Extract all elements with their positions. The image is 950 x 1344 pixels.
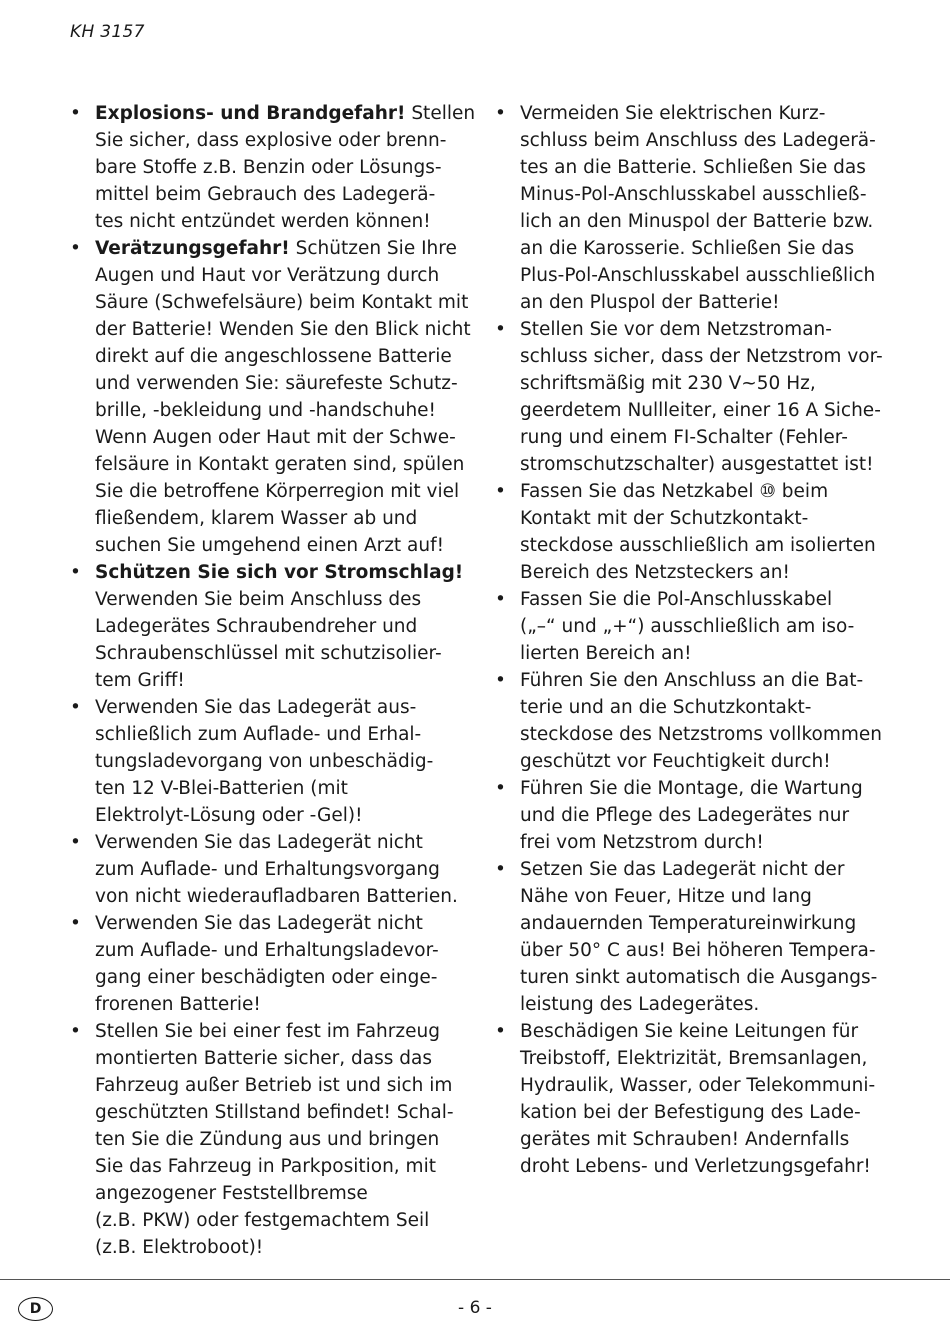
text-segment: zum Auflade- und Erhaltungsladevor- (95, 940, 439, 961)
list-item (70, 829, 466, 910)
text-segment: stromschutzschalter) ausgestattet ist! (520, 454, 874, 475)
list-item (70, 910, 466, 1018)
text-line (520, 937, 890, 964)
text-line (95, 343, 466, 370)
text-segment: Verwenden Sie das Ladegerät nicht (95, 832, 423, 853)
text-line (520, 586, 890, 613)
text-segment: Kontakt mit der Schutzkontakt- (520, 508, 809, 529)
text-line (95, 721, 466, 748)
text-line (520, 397, 890, 424)
text-segment: Sie die betroffene Körperregion mit viel (95, 481, 460, 502)
text-line (520, 100, 890, 127)
text-segment: steckdose ausschließlich am isolierten (520, 535, 876, 556)
text-segment: Führen Sie den Anschluss an die Bat- (520, 670, 864, 691)
text-line (95, 694, 466, 721)
text-segment: Stellen Sie bei einer fest im Fahrzeug (95, 1021, 440, 1042)
text-segment: zum Auflade- und Erhaltungsvorgang (95, 859, 440, 880)
text-line (520, 667, 890, 694)
text-segment: schluss sicher, dass der Netzstrom vor- (520, 346, 883, 367)
text-line (520, 262, 890, 289)
list-item (495, 316, 890, 478)
text-line (95, 478, 466, 505)
text-line (520, 478, 890, 505)
text-line (95, 532, 466, 559)
text-line (95, 1180, 466, 1207)
text-segment: suchen Sie umgehend einen Arzt auf! (95, 535, 445, 556)
bullet-icon: • (70, 103, 81, 124)
bullet-icon: • (495, 670, 506, 691)
text-segment: geerdetem Nullleiter, einer 16 A Siche- (520, 400, 881, 421)
text-line (520, 910, 890, 937)
text-line (95, 802, 466, 829)
text-segment: ten 12 V-Blei-Batterien (mit (95, 778, 348, 799)
text-segment: Sie das Fahrzeug in Parkposition, mit (95, 1156, 436, 1177)
text-segment: ten Sie die Zündung aus und bringen (95, 1129, 440, 1150)
text-line (520, 343, 890, 370)
text-line (95, 316, 471, 343)
text-segment: leistung des Ladegerätes. (520, 994, 760, 1015)
text-segment: terie und an die Schutzkontakt- (520, 697, 812, 718)
text-segment: lich an den Minuspol der Batterie bzw. (520, 211, 874, 232)
text-line (95, 100, 476, 127)
text-segment: Augen und Haut vor Verätzung durch (95, 265, 440, 286)
text-segment: Vermeiden Sie elektrischen Kurz- (520, 103, 826, 124)
text-line (520, 829, 890, 856)
text-segment: felsäure in Kontakt geraten sind, spülen (95, 454, 465, 475)
list-item (70, 694, 466, 829)
text-line (520, 316, 890, 343)
text-line (95, 262, 466, 289)
text-line (95, 451, 466, 478)
text-line (520, 559, 890, 586)
warning-heading: Verätzungsgefahr! (95, 238, 290, 259)
text-line (520, 802, 890, 829)
text-line (95, 829, 466, 856)
text-segment: Verwenden Sie beim Anschluss des (95, 589, 422, 610)
text-line (95, 1018, 466, 1045)
bullet-icon: • (70, 697, 81, 718)
text-line (520, 235, 890, 262)
text-line (95, 1207, 466, 1234)
text-line (520, 1099, 890, 1126)
text-segment: Säure (Schwefelsäure) beim Kontakt mit (95, 292, 469, 313)
language-badge: D (18, 1297, 53, 1321)
text-segment: (z.B. Elektroboot)! (95, 1237, 264, 1258)
text-segment: Schraubenschlüssel mit schutzisolier- (95, 643, 442, 664)
text-segment: Führen Sie die Montage, die Wartung (520, 778, 863, 799)
text-segment: Hydraulik, Wasser, oder Telekommuni- (520, 1075, 876, 1096)
list-item (70, 1018, 466, 1261)
text-segment: schluss beim Anschluss des Ladegerä- (520, 130, 876, 151)
text-segment: und die Pflege des Ladegerätes nur (520, 805, 850, 826)
text-segment: Verwenden Sie das Ladegerät nicht (95, 913, 423, 934)
text-line (520, 775, 890, 802)
text-line (520, 883, 890, 910)
text-segment: kation bei der Befestigung des Lade- (520, 1102, 861, 1123)
text-line (95, 937, 466, 964)
text-segment: droht Lebens- und Verletzungsgefahr! (520, 1156, 871, 1177)
text-segment: Fassen Sie das Netzkabel ⑩ beim (520, 481, 829, 502)
list-item (70, 235, 471, 559)
text-segment: montierten Batterie sicher, dass das (95, 1048, 432, 1069)
text-segment: Verwenden Sie das Ladegerät aus- (95, 697, 417, 718)
text-segment: frorenen Batterie! (95, 994, 261, 1015)
text-segment: gang einer beschädigten oder einge- (95, 967, 438, 988)
bullet-icon: • (70, 913, 81, 934)
text-segment: Plus-Pol-Anschlusskabel ausschließlich (520, 265, 876, 286)
text-segment: Beschädigen Sie keine Leitungen für (520, 1021, 859, 1042)
bullet-icon: • (495, 319, 506, 340)
text-line (520, 424, 890, 451)
list-item (495, 1018, 890, 1180)
text-line (520, 451, 890, 478)
text-line (95, 181, 466, 208)
left-column-safety-list (70, 100, 476, 1261)
text-line (95, 1153, 466, 1180)
text-line (95, 1099, 466, 1126)
text-line (95, 586, 466, 613)
text-segment: der Batterie! Wenden Sie den Blick nicht (95, 319, 471, 340)
text-line (95, 748, 466, 775)
text-segment: schließlich zum Auflade- und Erhal- (95, 724, 422, 745)
text-segment: an die Karosserie. Schließen Sie das (520, 238, 855, 259)
text-line (520, 289, 890, 316)
warning-heading: Schützen Sie sich vor Stromschlag! (95, 562, 464, 583)
text-line (95, 559, 466, 586)
text-line (95, 1234, 466, 1261)
text-line (520, 964, 890, 991)
text-line (95, 397, 466, 424)
list-item (495, 856, 890, 1018)
text-segment: fließendem, klarem Wasser ab und (95, 508, 418, 529)
text-segment: brille, -bekleidung und -handschuhe! (95, 400, 436, 421)
text-segment: bare Stoffe z.B. Benzin oder Lösungs- (95, 157, 442, 178)
text-segment: geschützten Stillstand befindet! Schal- (95, 1102, 454, 1123)
text-line (95, 505, 466, 532)
text-line (95, 1126, 466, 1153)
bullet-icon: • (70, 832, 81, 853)
list-item (495, 667, 890, 775)
text-segment: gerätes mit Schrauben! Andernfalls (520, 1129, 850, 1150)
text-line (95, 910, 466, 937)
text-line (520, 181, 890, 208)
text-segment: Sie sicher, dass explosive oder brenn- (95, 130, 447, 151)
text-segment: Fassen Sie die Pol-Anschlusskabel (520, 589, 833, 610)
bullet-icon: • (495, 481, 506, 502)
text-segment: Schützen Sie Ihre (289, 238, 457, 259)
text-segment: direkt auf die angeschlossene Batterie (95, 346, 452, 367)
text-line (520, 613, 890, 640)
text-segment: Nähe von Feuer, Hitze und lang (520, 886, 812, 907)
text-line (520, 1045, 890, 1072)
text-segment: tem Griff! (95, 670, 185, 691)
text-segment: turen sinkt automatisch die Ausgangs- (520, 967, 878, 988)
list-item (495, 100, 890, 316)
text-segment: geschützt vor Feuchtigkeit durch! (520, 751, 831, 772)
text-line (520, 748, 890, 775)
text-line (520, 1072, 890, 1099)
text-segment: (z.B. PKW) oder festgemachtem Seil (95, 1210, 430, 1231)
text-segment: Elektrolyt-Lösung oder -Gel)! (95, 805, 363, 826)
text-segment: tungsladevorgang von unbeschädig- (95, 751, 434, 772)
text-line (95, 208, 466, 235)
text-line (95, 1045, 466, 1072)
footer-divider (0, 1279, 950, 1280)
text-line (95, 370, 466, 397)
bullet-icon: • (495, 859, 506, 880)
bullet-icon: • (70, 1021, 81, 1042)
text-segment: steckdose des Netzstroms vollkommen (520, 724, 882, 745)
text-line (95, 613, 466, 640)
text-line (520, 154, 890, 181)
text-line (95, 883, 466, 910)
text-line (95, 235, 466, 262)
text-line (520, 1018, 890, 1045)
list-item (70, 100, 476, 235)
text-segment: schriftsmäßig mit 230 V~50 Hz, (520, 373, 816, 394)
text-segment: Setzen Sie das Ladegerät nicht der (520, 859, 845, 880)
bullet-icon: • (495, 1021, 506, 1042)
list-item (495, 586, 890, 667)
text-line (520, 127, 890, 154)
text-line (95, 775, 466, 802)
text-line (95, 667, 466, 694)
text-segment: Stellen (405, 103, 476, 124)
text-line (95, 856, 466, 883)
text-segment: über 50° C aus! Bei höheren Tempera- (520, 940, 876, 961)
text-segment: frei vom Netzstrom durch! (520, 832, 764, 853)
bullet-icon: • (70, 238, 81, 259)
warning-heading: Explosions- und Brandgefahr! (95, 103, 406, 124)
text-segment: von nicht wiederaufladbaren Batterien. (95, 886, 458, 907)
list-item (495, 775, 890, 856)
text-segment: angezogener Feststellbremse (95, 1183, 368, 1204)
text-line (520, 1153, 890, 1180)
text-line (95, 127, 466, 154)
bullet-icon: • (70, 562, 81, 583)
text-segment: mittel beim Gebrauch des Ladegerä- (95, 184, 436, 205)
bullet-icon: • (495, 589, 506, 610)
text-segment: an den Pluspol der Batterie! (520, 292, 780, 313)
text-segment: Stellen Sie vor dem Netzstroman- (520, 319, 832, 340)
model-number: KH 3157 (70, 22, 145, 42)
text-line (520, 856, 890, 883)
text-segment: rung und einem FI-Schalter (Fehler- (520, 427, 848, 448)
text-line (95, 991, 466, 1018)
list-item (70, 559, 466, 694)
text-line (95, 964, 466, 991)
text-line (520, 532, 890, 559)
bullet-icon: • (495, 778, 506, 799)
text-segment: Ladegerätes Schraubendreher und (95, 616, 418, 637)
text-segment: Treibstoff, Elektrizität, Bremsanlagen, (520, 1048, 868, 1069)
text-segment: Fahrzeug außer Betrieb ist und sich im (95, 1075, 453, 1096)
text-segment: lierten Bereich an! (520, 643, 692, 664)
text-segment: andauernden Temperatureinwirkung (520, 913, 857, 934)
text-line (520, 694, 890, 721)
page-number: - 6 - (458, 1298, 492, 1318)
text-line (520, 1126, 890, 1153)
text-segment: tes an die Batterie. Schließen Sie das (520, 157, 866, 178)
text-segment: („–“ und „+“) ausschließlich am iso- (520, 616, 855, 637)
text-segment: und verwenden Sie: säurefeste Schutz- (95, 373, 458, 394)
text-line (95, 289, 469, 316)
text-segment: tes nicht entzündet werden können! (95, 211, 431, 232)
text-line (95, 424, 466, 451)
text-line (95, 640, 466, 667)
text-line (95, 1072, 466, 1099)
text-line (520, 640, 890, 667)
text-line (520, 721, 890, 748)
bullet-icon: • (495, 103, 506, 124)
text-line (520, 370, 890, 397)
text-segment: Wenn Augen oder Haut mit der Schwe- (95, 427, 456, 448)
text-line (520, 505, 890, 532)
text-line (520, 991, 890, 1018)
list-item (495, 478, 890, 586)
text-line (95, 154, 466, 181)
text-line (520, 208, 890, 235)
text-segment: Minus-Pol-Anschlusskabel ausschließ- (520, 184, 867, 205)
right-column-safety-list (495, 100, 890, 1180)
text-segment: Bereich des Netzsteckers an! (520, 562, 790, 583)
